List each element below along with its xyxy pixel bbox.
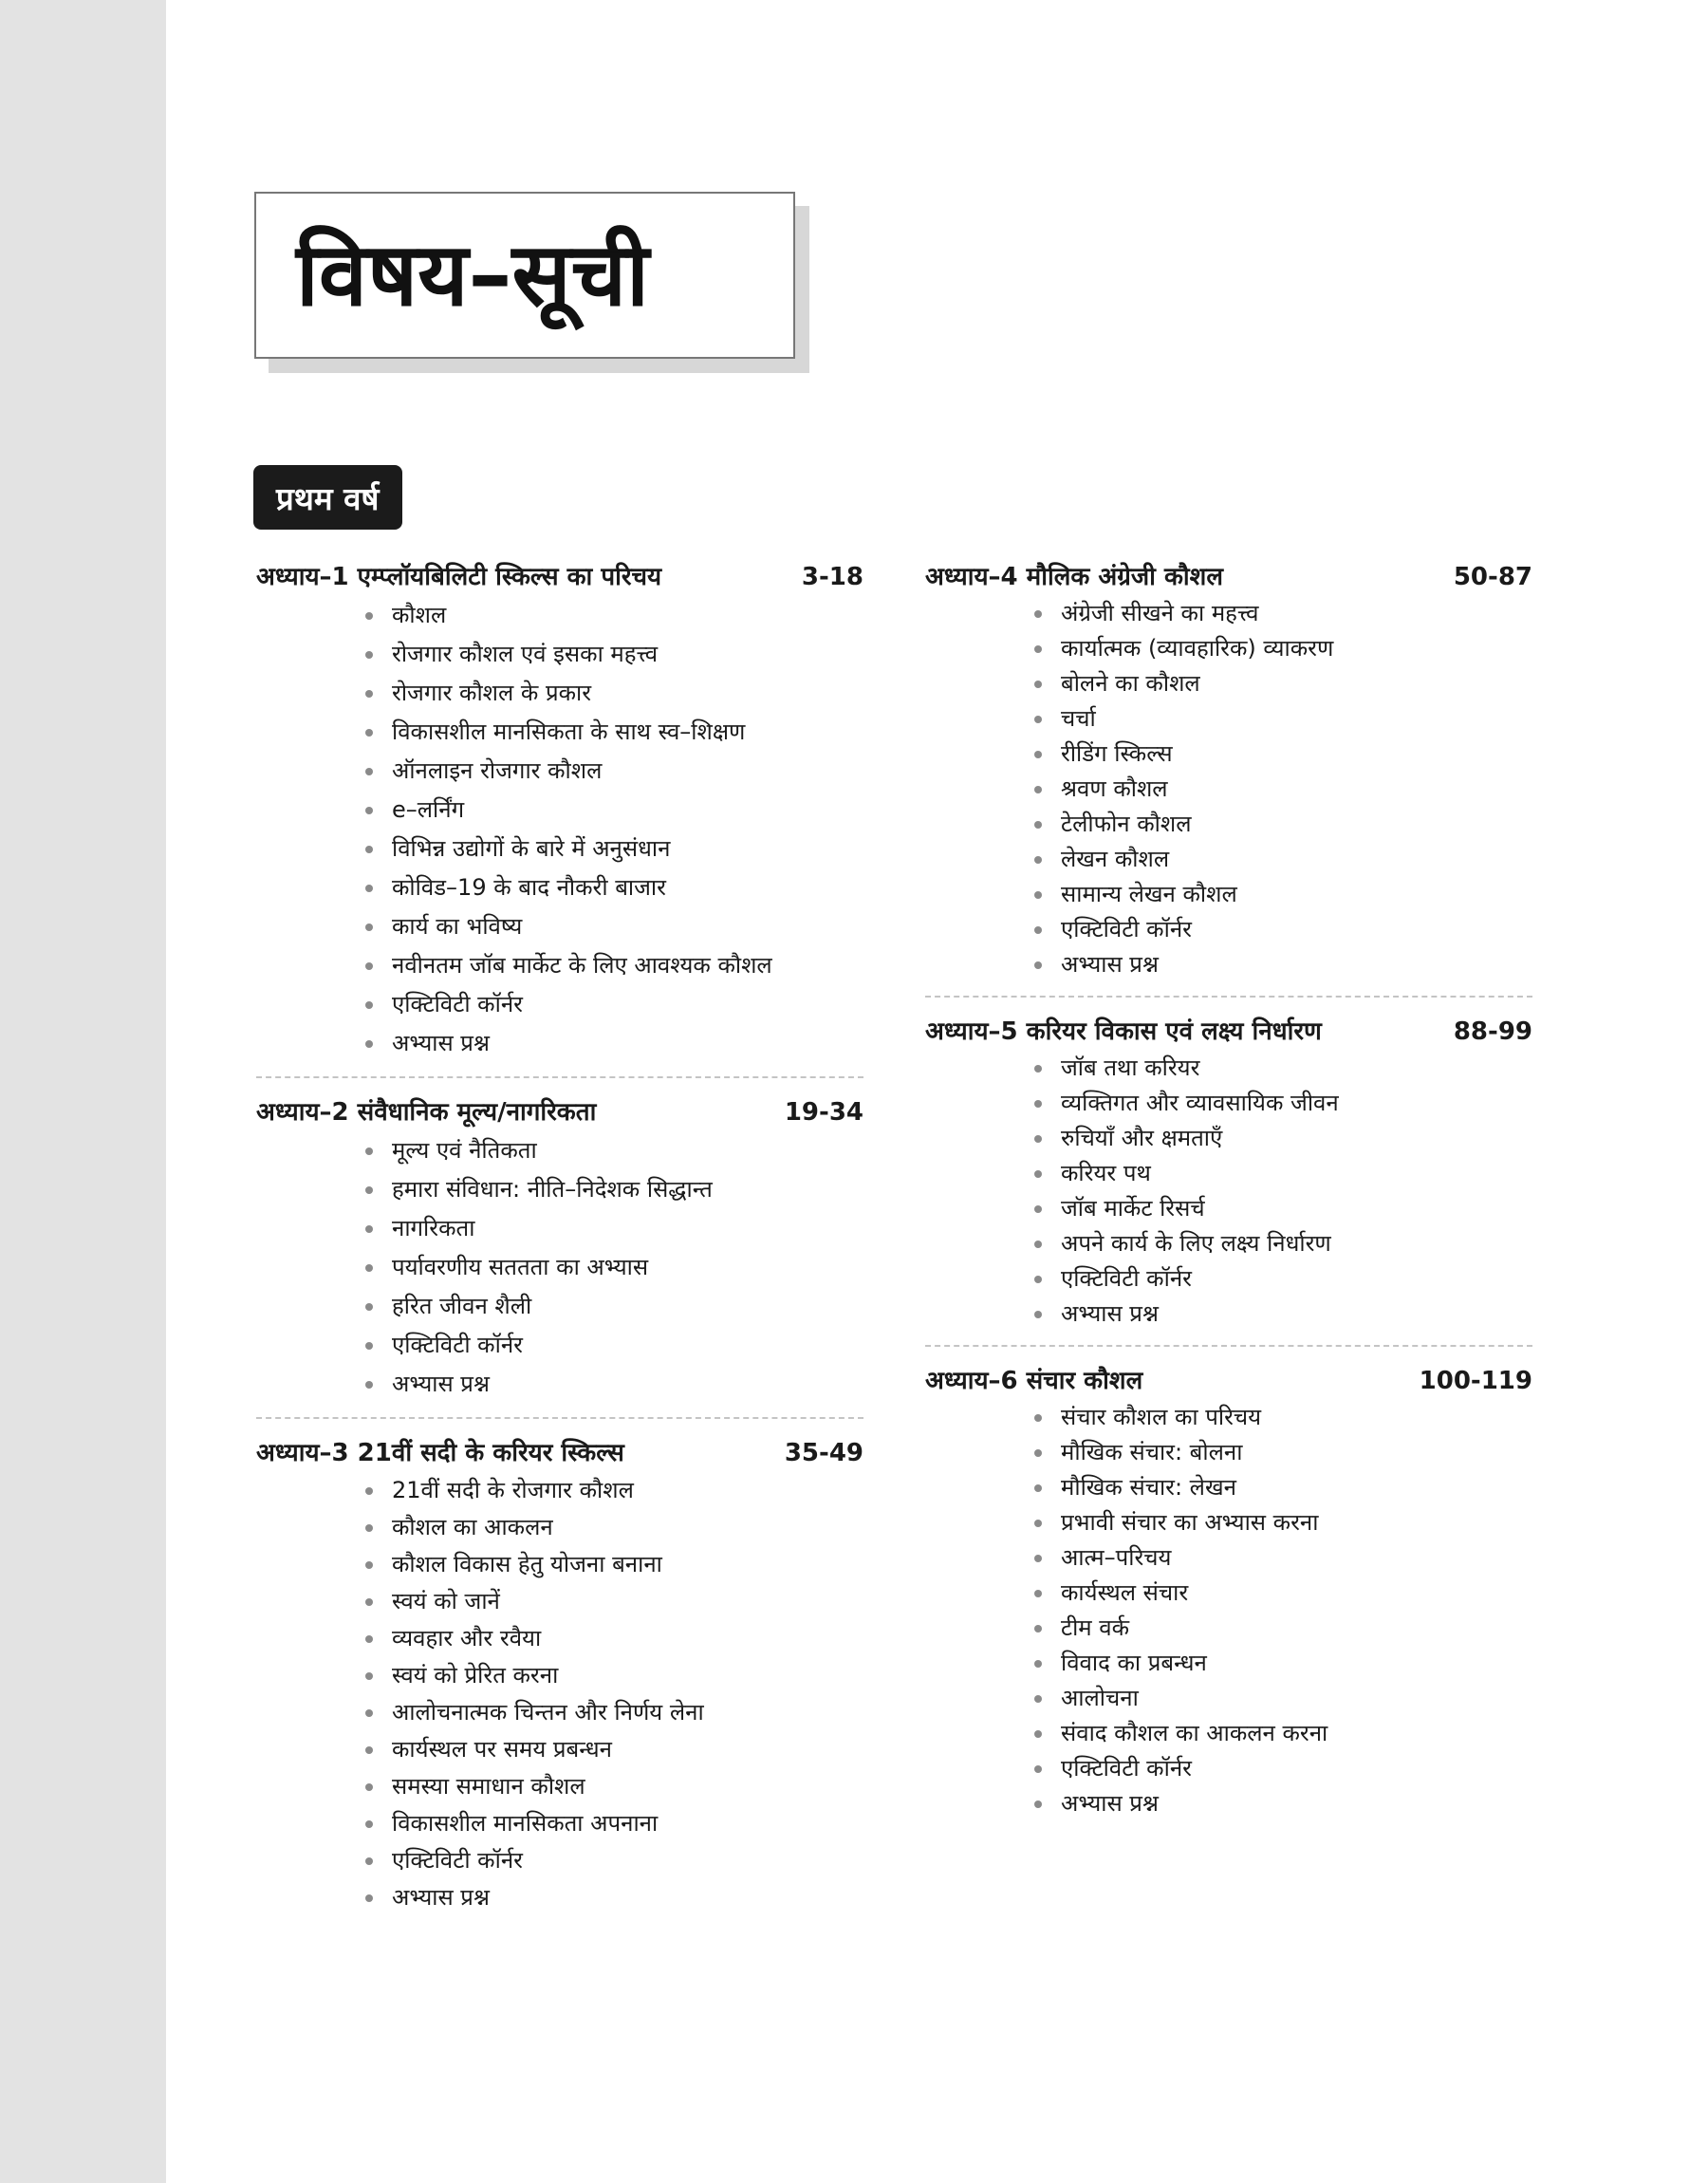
chapter-entry: [256, 558, 863, 1063]
topic-item: टेलीफोन कौशल: [1032, 807, 1532, 842]
topic-item: प्रभावी संचार का अभ्यास करना: [1032, 1505, 1532, 1540]
topic-item: कौशल का आकलन: [363, 1509, 863, 1546]
chapter-heading: [256, 1093, 863, 1131]
topic-item: रीडिंग स्किल्स: [1032, 737, 1532, 772]
topic-item: हरित जीवन शैली: [363, 1287, 863, 1326]
chapter-divider: [925, 1345, 1532, 1347]
topic-item: विभिन्न उद्योगों के बारे में अनुसंधान: [363, 830, 863, 868]
topic-item: अभ्यास प्रश्न: [1032, 1297, 1532, 1332]
topic-item: पर्यावरणीय सततता का अभ्यास: [363, 1248, 863, 1287]
topic-item: रोजगार कौशल के प्रकार: [363, 674, 863, 713]
topic-item: श्रवण कौशल: [1032, 772, 1532, 807]
topic-item: अंग्रेजी सीखने का महत्त्व: [1032, 596, 1532, 631]
chapter-title: अध्याय–2 संवैधानिक मूल्य/नागरिकता: [256, 1098, 597, 1127]
chapter-divider: [925, 996, 1532, 998]
topic-item: सामान्य लेखन कौशल: [1032, 877, 1532, 912]
chapter-heading: [925, 1013, 1532, 1051]
chapter-topic-list: [363, 1131, 863, 1404]
chapter-topic-list: [1032, 1400, 1532, 1821]
topic-item: एक्टिविटी कॉर्नर: [363, 1842, 863, 1879]
topic-item: अभ्यास प्रश्न: [363, 1365, 863, 1404]
topic-item: आत्म–परिचय: [1032, 1540, 1532, 1576]
topic-item: कार्यस्थल संचार: [1032, 1576, 1532, 1611]
title-box: [254, 192, 795, 359]
topic-item: टीम वर्क: [1032, 1611, 1532, 1646]
chapter-heading: [256, 558, 863, 596]
topic-item: कौशल विकास हेतु योजना बनाना: [363, 1546, 863, 1583]
topic-item: एक्टिविटी कॉर्नर: [1032, 1751, 1532, 1786]
topic-item: कार्य का भविष्य: [363, 907, 863, 946]
topic-item: लेखन कौशल: [1032, 842, 1532, 877]
chapter-entry: [256, 1093, 863, 1404]
chapter-entry: [925, 558, 1532, 982]
toc-column-right: [925, 558, 1532, 1821]
chapter-entry: [925, 1013, 1532, 1332]
chapter-heading: [925, 1362, 1532, 1400]
topic-item: स्वयं को प्रेरित करना: [363, 1657, 863, 1694]
chapter-entry: [256, 1434, 863, 1916]
topic-item: कार्यात्मक (व्यावहारिक) व्याकरण: [1032, 631, 1532, 666]
topic-item: व्यक्तिगत और व्यावसायिक जीवन: [1032, 1086, 1532, 1121]
chapter-page-range: 35-49: [784, 1439, 863, 1467]
topic-item: आलोचनात्मक चिन्तन और निर्णय लेना: [363, 1694, 863, 1731]
year-badge: प्रथम वर्ष: [253, 465, 402, 530]
topic-item: ऑनलाइन रोजगार कौशल: [363, 752, 863, 791]
chapter-topic-list: [1032, 596, 1532, 982]
chapter-page-range: 100-119: [1419, 1367, 1532, 1395]
topic-item: मौखिक संचार: लेखन: [1032, 1470, 1532, 1505]
topic-item: विकासशील मानसिकता के साथ स्व–शिक्षण: [363, 713, 863, 752]
topic-item: विवाद का प्रबन्धन: [1032, 1646, 1532, 1681]
topic-item: एक्टिविटी कॉर्नर: [1032, 912, 1532, 947]
chapter-heading: [256, 1434, 863, 1472]
topic-item: बोलने का कौशल: [1032, 666, 1532, 701]
topic-item: एक्टिविटी कॉर्नर: [363, 985, 863, 1024]
page-title: विषय–सूची: [296, 224, 649, 326]
topic-item: व्यवहार और रवैया: [363, 1620, 863, 1657]
topic-item: संवाद कौशल का आकलन करना: [1032, 1716, 1532, 1751]
chapter-page-range: 50-87: [1453, 563, 1532, 591]
topic-item: अपने कार्य के लिए लक्ष्य निर्धारण: [1032, 1226, 1532, 1261]
chapter-page-range: 3-18: [801, 563, 863, 591]
topic-item: कार्यस्थल पर समय प्रबन्धन: [363, 1731, 863, 1768]
chapter-topic-list: [363, 1472, 863, 1916]
chapter-entry: [925, 1362, 1532, 1821]
topic-item: समस्या समाधान कौशल: [363, 1768, 863, 1805]
topic-item: स्वयं को जानें: [363, 1583, 863, 1620]
chapter-title: अध्याय–6 संचार कौशल: [925, 1367, 1143, 1395]
topic-item: जॉब तथा करियर: [1032, 1051, 1532, 1086]
topic-item: नागरिकता: [363, 1209, 863, 1248]
chapter-title: अध्याय–4 मौलिक अंग्रेजी कौशल: [925, 563, 1223, 591]
topic-item: रुचियाँ और क्षमताएँ: [1032, 1121, 1532, 1156]
chapter-divider: [256, 1417, 863, 1419]
chapter-heading: [925, 558, 1532, 596]
topic-item: अभ्यास प्रश्न: [363, 1879, 863, 1916]
topic-item: एक्टिविटी कॉर्नर: [363, 1326, 863, 1365]
topic-item: मौखिक संचार: बोलना: [1032, 1435, 1532, 1470]
chapter-title: अध्याय–5 करियर विकास एवं लक्ष्य निर्धारण: [925, 1017, 1322, 1046]
topic-item: अभ्यास प्रश्न: [363, 1024, 863, 1063]
topic-item: विकासशील मानसिकता अपनाना: [363, 1805, 863, 1842]
chapter-title: अध्याय–1 एम्प्लॉयबिलिटी स्किल्स का परिचय: [256, 563, 662, 591]
topic-item: हमारा संविधान: नीति–निदेशक सिद्धान्त: [363, 1170, 863, 1209]
topic-item: मूल्य एवं नैतिकता: [363, 1131, 863, 1170]
topic-item: एक्टिविटी कॉर्नर: [1032, 1261, 1532, 1297]
chapter-divider: [256, 1076, 863, 1078]
topic-item: चर्चा: [1032, 701, 1532, 737]
page-gutter: [0, 0, 166, 2183]
topic-item: जॉब मार्केट रिसर्च: [1032, 1191, 1532, 1226]
topic-item: नवीनतम जॉब मार्केट के लिए आवश्यक कौशल: [363, 946, 863, 985]
toc-column-left: [256, 558, 863, 1916]
chapter-title: अध्याय–3 21वीं सदी के करियर स्किल्स: [256, 1439, 624, 1467]
topic-item: अभ्यास प्रश्न: [1032, 947, 1532, 982]
topic-item: रोजगार कौशल एवं इसका महत्त्व: [363, 635, 863, 674]
chapter-topic-list: [1032, 1051, 1532, 1332]
chapter-page-range: 88-99: [1453, 1017, 1532, 1046]
chapter-topic-list: [363, 596, 863, 1063]
topic-item: आलोचना: [1032, 1681, 1532, 1716]
chapter-page-range: 19-34: [784, 1098, 863, 1127]
topic-item: कोविड–19 के बाद नौकरी बाजार: [363, 868, 863, 907]
topic-item: कौशल: [363, 596, 863, 635]
topic-item: 21वीं सदी के रोजगार कौशल: [363, 1472, 863, 1509]
topic-item: अभ्यास प्रश्न: [1032, 1786, 1532, 1821]
topic-item: e–लर्निंग: [363, 791, 863, 830]
topic-item: संचार कौशल का परिचय: [1032, 1400, 1532, 1435]
topic-item: करियर पथ: [1032, 1156, 1532, 1191]
